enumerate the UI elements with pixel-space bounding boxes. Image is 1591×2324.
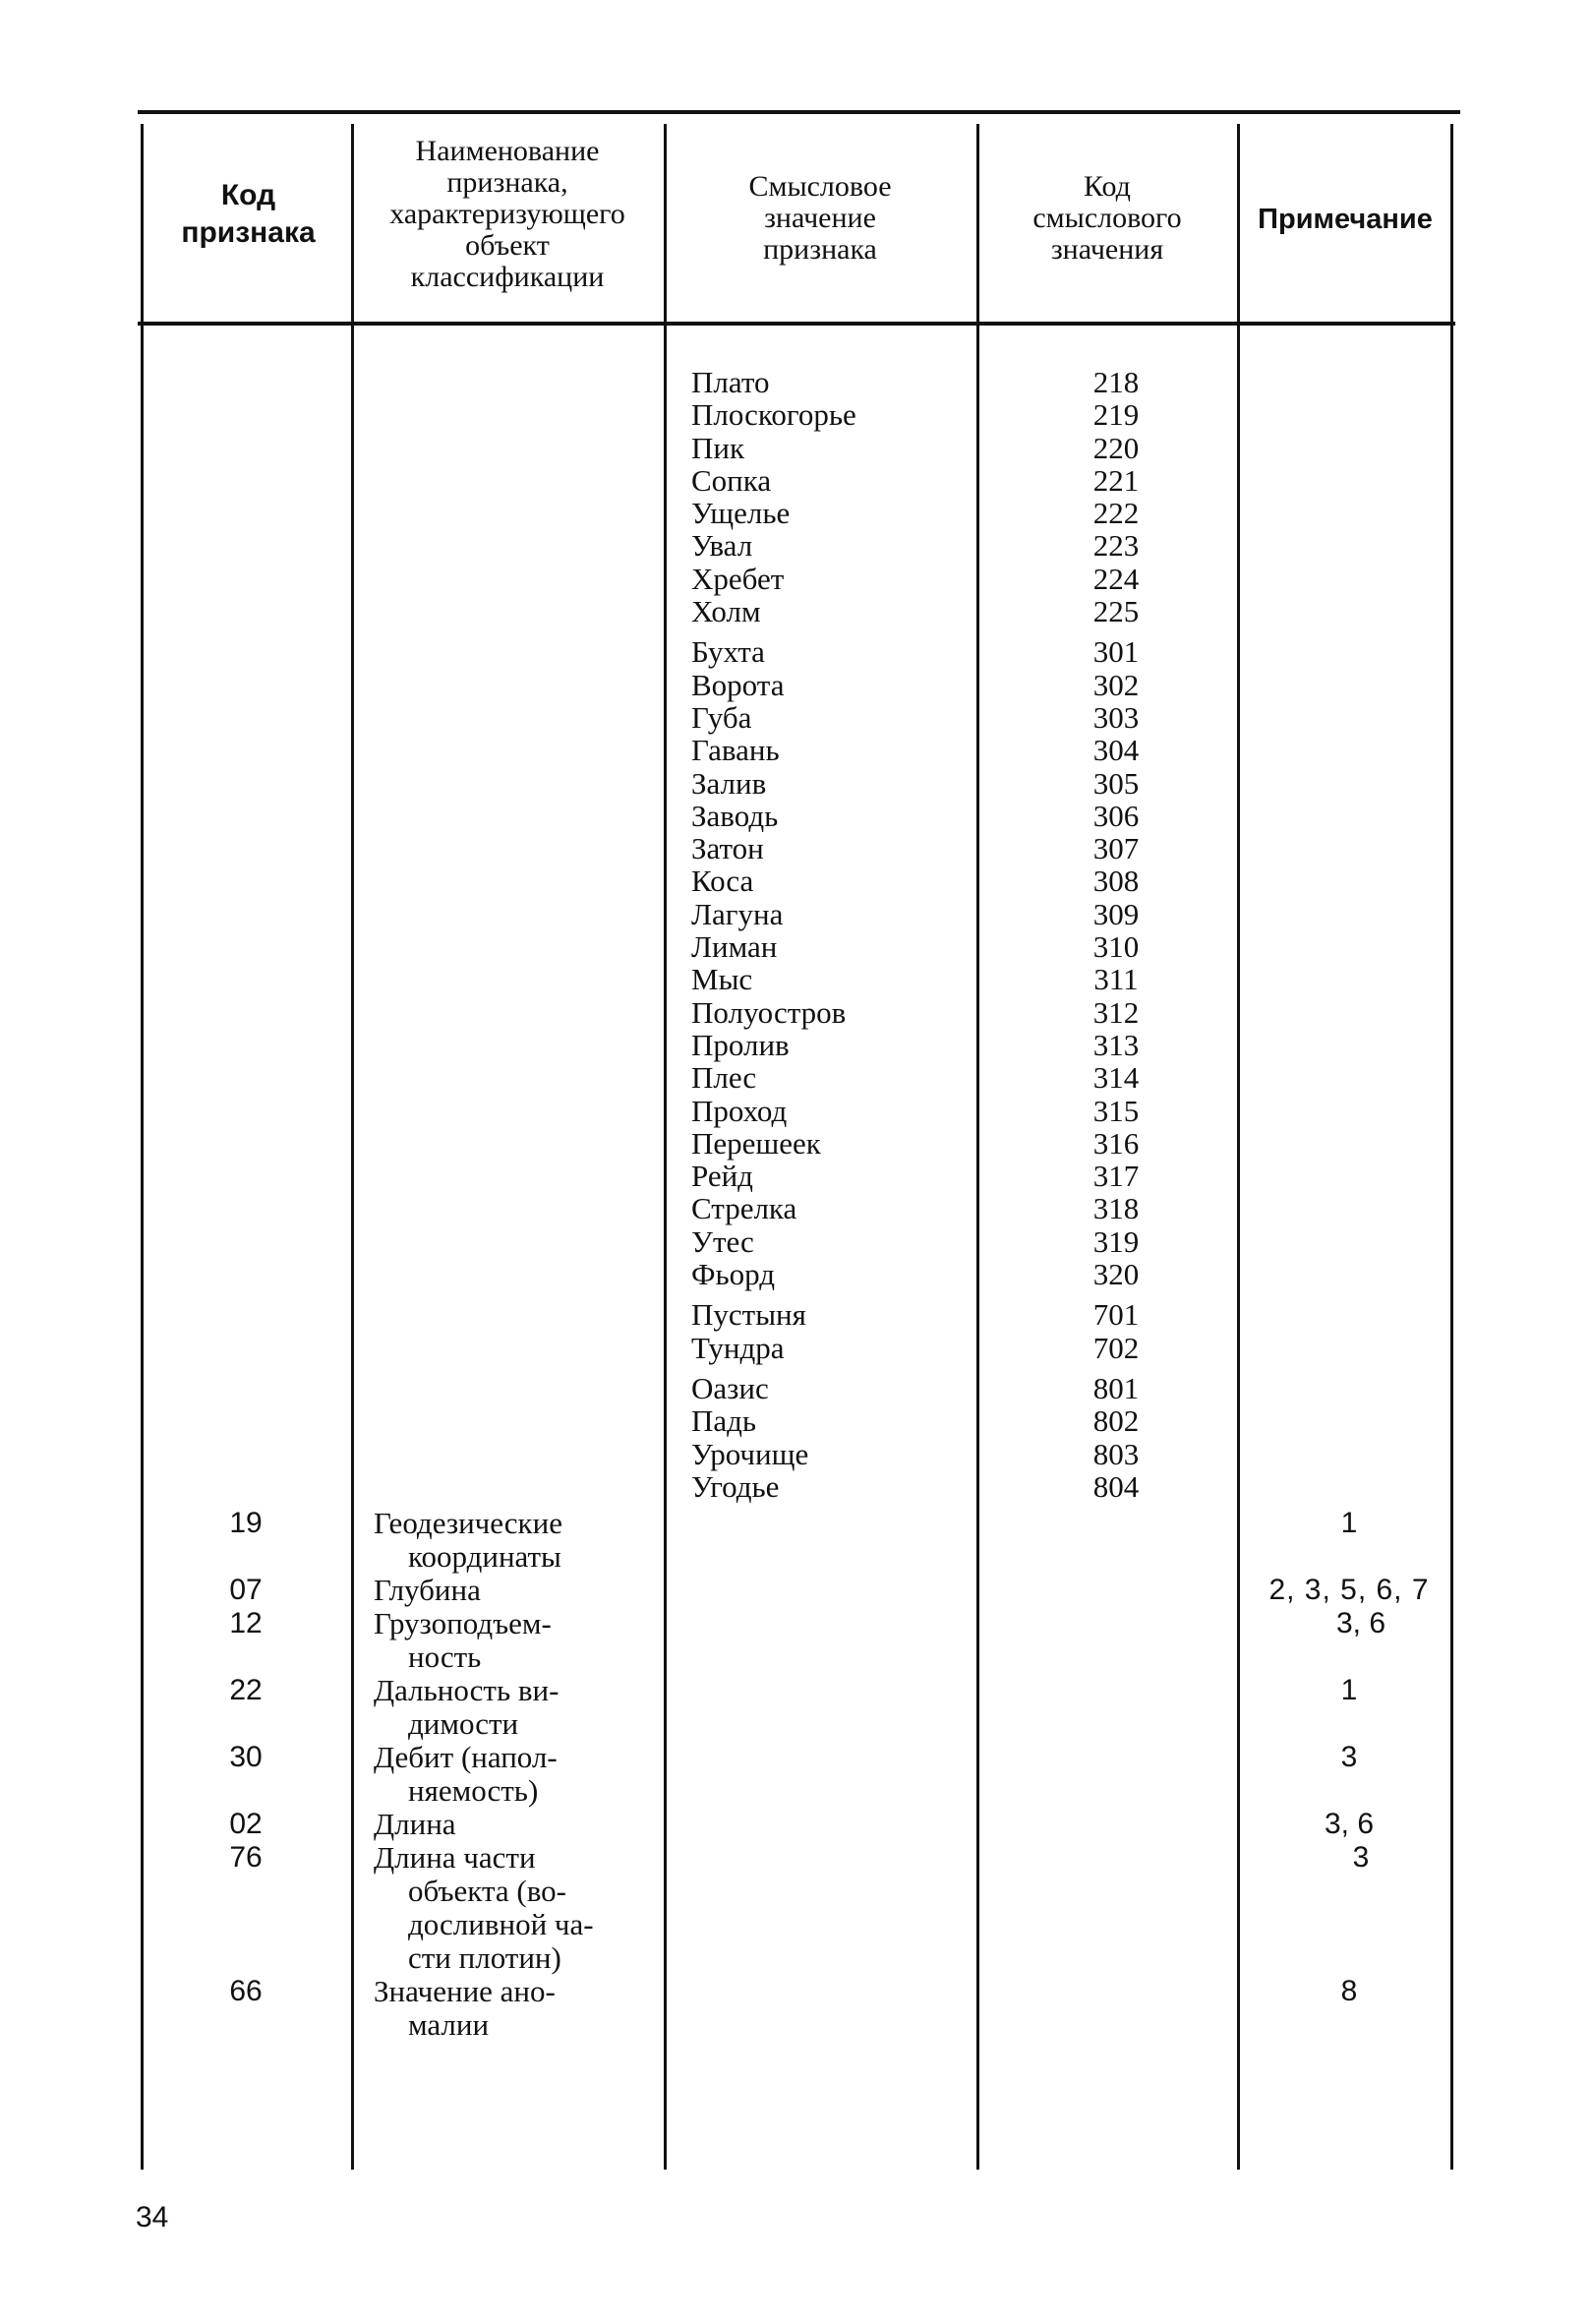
list-item: 803 [1092,1436,1140,1471]
list-item: Хребет [691,561,785,596]
list-item: 223 [1092,528,1140,564]
list-item: Лиман [691,929,778,965]
list-item: Плес [691,1060,757,1096]
list-item: 319 [1092,1223,1140,1259]
header-attribute-code: Код признака [181,179,316,249]
list-item: 317 [1092,1159,1140,1194]
semantic-value-list [691,366,986,1503]
list-item: 225 [1092,594,1140,629]
list-item: 219 [1092,397,1140,433]
attribute-note: 3, 6 [1335,1607,1386,1639]
page-number: 34 [136,2201,169,2234]
attribute-code: 19 [229,1507,263,1539]
list-item: 804 [1092,1468,1140,1504]
list-item: Залив [691,765,767,801]
list-item: Пустыня [691,1297,806,1333]
attribute-name: Грузоподъем- ность [374,1606,552,1674]
list-item: 310 [1092,929,1140,965]
list-item: 309 [1092,896,1140,931]
list-item: 305 [1092,765,1140,801]
list-item: Перешеек [691,1125,821,1161]
list-item: Гавань [691,733,780,768]
list-item: Ущелье [691,496,791,531]
list-item: 702 [1092,1330,1140,1365]
header-semantic-value: Смысловое значение признака [748,170,892,266]
list-item: 308 [1092,864,1140,899]
list-item: 304 [1092,733,1140,768]
list-item: Полуостров [691,994,847,1030]
list-item: Губа [691,699,752,735]
list-item: Стрелка [691,1191,797,1226]
attribute-name: Длина [374,1807,456,1841]
attribute-code: 12 [229,1607,263,1639]
list-item: 220 [1092,430,1140,465]
list-item: Лагуна [691,896,784,931]
semantic-code-list [1042,366,1190,1503]
list-item: Падь [691,1403,757,1439]
list-item: Холм [691,594,761,629]
list-item: Затон [691,831,764,866]
list-item: 303 [1092,699,1140,735]
list-item: Бухта [691,634,765,670]
list-item: 801 [1092,1370,1140,1405]
list-item: 307 [1092,831,1140,866]
list-item: Урочище [691,1436,809,1471]
attribute-name: Значение ано- малии [374,1974,556,2042]
header-attribute-name: Наименование признака, характеризующего объект классификации [389,135,625,293]
column-divider [664,124,667,2170]
attribute-code: 76 [229,1841,263,1874]
list-item: Рейд [691,1159,753,1194]
list-item: Ворота [691,667,785,702]
list-item: 802 [1092,1403,1140,1439]
attribute-code: 30 [229,1741,263,1773]
list-item: Угодье [691,1468,780,1504]
list-item: 302 [1092,667,1140,702]
list-item: Пик [691,430,745,465]
column-divider [351,124,354,2170]
list-item: 313 [1092,1027,1140,1062]
list-item: Проход [691,1093,788,1128]
attribute-note: 1 [1340,1674,1358,1706]
list-item: 224 [1092,561,1140,596]
attribute-note: 3 [1352,1841,1370,1874]
attribute-code: 02 [229,1808,263,1840]
list-item: Заводь [691,798,779,833]
list-item: 311 [1093,962,1139,997]
list-item: Сопка [691,462,772,498]
list-item: Мыс [691,962,753,997]
list-item: 306 [1092,798,1140,833]
list-item: 701 [1092,1297,1140,1333]
header-note: Примечание [1258,204,1433,235]
attribute-note: 3, 6 [1324,1808,1375,1840]
column-divider [1237,124,1240,2170]
list-item: Тундра [691,1330,785,1365]
attribute-name: Дебит (напол- няемость) [374,1740,558,1808]
attribute-name: Глубина [374,1573,481,1607]
list-item: Оазис [691,1370,769,1405]
list-item: 320 [1092,1257,1140,1292]
table-top-rule [138,110,1460,114]
attribute-code: 07 [229,1574,263,1606]
list-item: 316 [1092,1125,1140,1161]
attribute-note: 2, 3, 5, 6, 7 [1268,1574,1430,1606]
list-item: Утес [691,1223,754,1259]
attribute-name: Дальность ви- димости [374,1673,560,1741]
list-item: Плоскогорье [691,397,856,433]
list-item: 318 [1092,1191,1140,1226]
attribute-note: 1 [1340,1507,1358,1539]
list-item: Коса [691,864,754,899]
attribute-note: 3 [1340,1741,1358,1773]
list-item: 314 [1092,1060,1140,1096]
attribute-code: 66 [229,1975,263,2007]
header-semantic-code: Код смыслового значения [1032,170,1182,266]
list-item: Плато [691,365,770,399]
header-bottom-rule [138,322,1455,326]
list-item: 301 [1092,634,1140,670]
attribute-name: Геодезические координаты [374,1506,562,1574]
list-item: Увал [691,528,753,564]
list-item: 312 [1092,994,1140,1030]
column-divider [141,124,144,2170]
attribute-code: 22 [229,1674,263,1706]
list-item: 221 [1092,462,1140,498]
attribute-note: 8 [1340,1975,1358,2007]
list-item: Пролив [691,1027,790,1062]
list-item: 218 [1092,365,1140,399]
list-item: 222 [1092,496,1140,531]
list-item: Фьорд [691,1257,775,1292]
list-item: 315 [1092,1093,1140,1128]
attribute-name: Длина части объекта (во- досливной ча- сти плотин) [374,1840,594,1975]
